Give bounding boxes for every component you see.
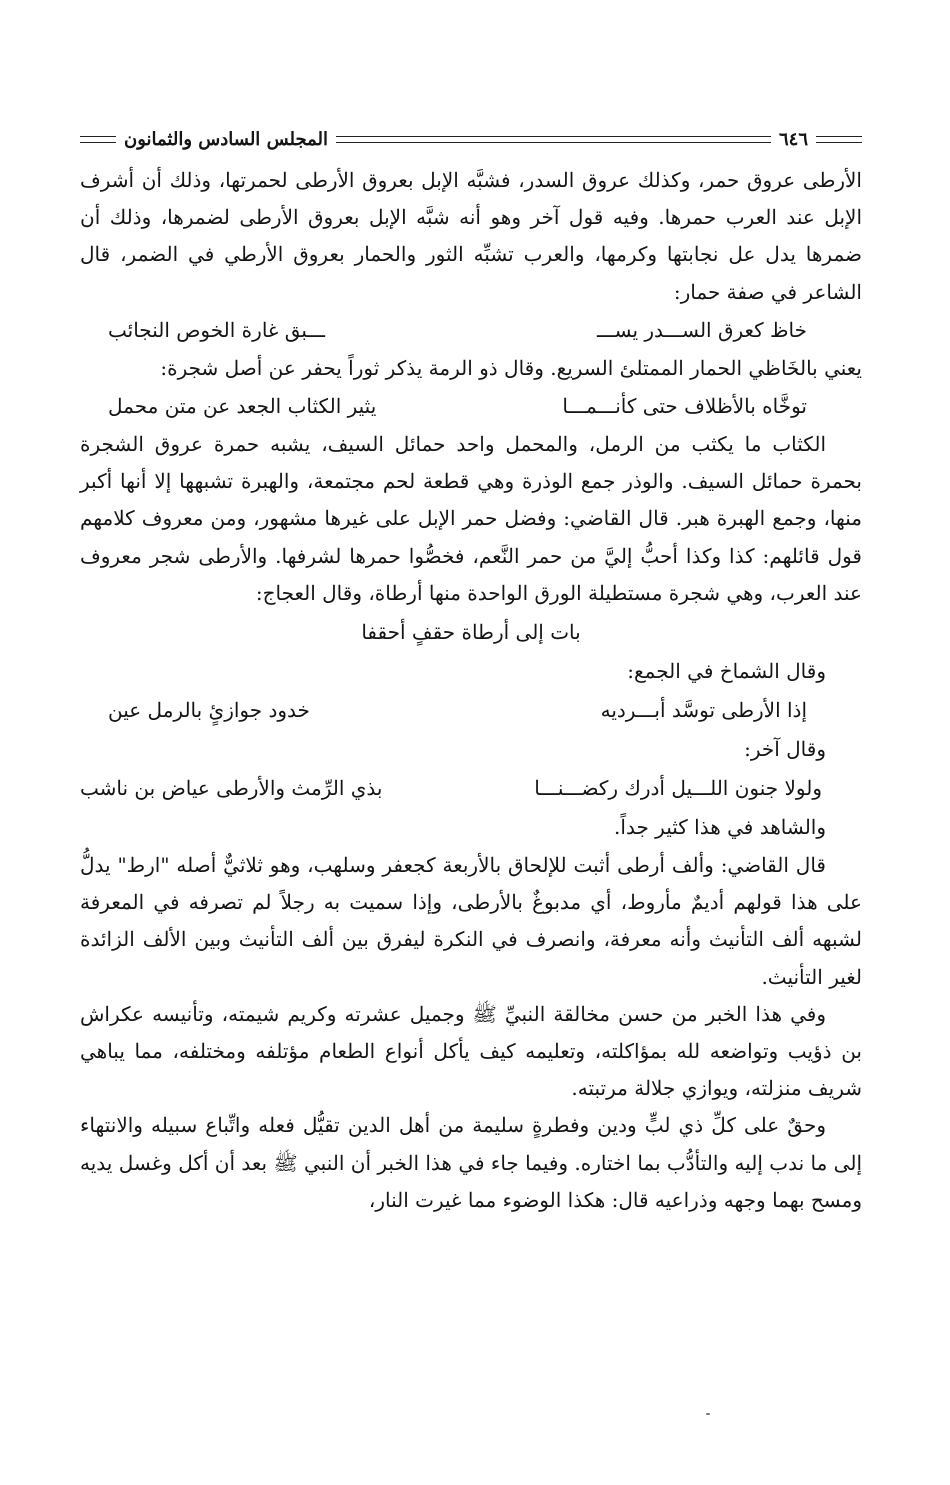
verse-second-hemistich: ـــبق غارة الخوص النجائب [108, 317, 326, 342]
paragraph: والشاهد في هذا كثير جداً. [614, 815, 826, 840]
scan-speck [706, 1413, 710, 1415]
header-rule-right [816, 136, 862, 143]
poetry-verse [80, 311, 862, 350]
paragraph: وفي هذا الخبر من حسن مخالقة النبيِّ ﷺ وجميل عشرته وكريم شيمته، وتأنيسه عكراش بن ذؤيب وتواضعه لله بمؤاكلته، وتعليمه كيف يأكل أنواع الطعام مؤتلفه ومختلفه، مما يباهي شريف منزلته، ويوازي جلالة مرتبته. [80, 1001, 862, 1101]
paragraph: قال القاضي: وألف أرطى أثبت للإلحاق بالأربعة كجعفر وسلهب، وهو ثلاثيٌّ أصله "ارط" يدلُّ على هذا قولهم أديمٌ مأروط، أي مدبوغٌ بالأرطى، وإذا سميت به رجلاً لم تصرفه في المعرفة لشبهه ألف التأنيث وأنه معرفة، وانصرف في النكرة ليفرق بين ألف التأنيث وبين الألف الزائدة لغير التأنيث. [80, 853, 862, 989]
verse-first-hemistich: ولولا جنون اللـــيل أدرك ركضـــنـــا [534, 776, 822, 801]
verse-first-hemistich: توخَّاه بالأظلاف حتى كأنـــمـــا [562, 394, 807, 419]
poetry-verse [80, 387, 862, 426]
page-header [80, 122, 862, 156]
poetry-verse [80, 691, 862, 730]
page-number: ٦٤٦ [778, 128, 808, 150]
paragraph: الكثاب ما يكثب من الرمل، والمحمل واحد حمائل السيف، يشبه حمرة عروق الشجرة بحمرة حمائل السيف. والوذر جمع الوذرة وهي قطعة لحم مجتمعة، والهبرة تشبهها إلا أنها أكبر منها، وجمع الهبرة هبر. قال القاضي: وفضل حمر الإبل على غيرها مشهور، ومن معروف كلامهم قول قائلهم: كذا وكذا أحبُّ إليَّ من حمر النَّعم، فخصُّوا حمرها لشرفها. والأرطى شجر معروف عند العرب، وهي شجرة مستطيلة الورق الواحدة منها أرطاة، وقال العجاج: [80, 432, 862, 605]
header-rule-middle [336, 136, 771, 143]
verse-first-hemistich: خاظ كعرق الســـدر يســـ [597, 317, 807, 342]
page-body [80, 162, 862, 1219]
verse-first-hemistich: إذا الأرطى توسَّد أبـــرديه [600, 698, 807, 723]
poetry-line: بات إلى أرطاة حقفٍ أحقفا [361, 620, 581, 645]
verse-second-hemistich: يثير الكثاب الجعد عن متن محمل [108, 394, 377, 419]
paragraph: وقال الشماخ في الجمع: [627, 659, 826, 684]
verse-second-hemistich: بذي الرِّمث والأرطى عياض بن ناشب [80, 776, 383, 801]
paragraph: يعني بالخَاظي الحمار الممتلئ السريع. وقال ذو الرمة يذكر ثوراً يحفر عن أصل شجرة: [160, 355, 862, 380]
running-title: المجلس السادس والثمانون [124, 128, 328, 150]
book-page [80, 122, 862, 1219]
header-rule-left [80, 136, 116, 143]
paragraph: وقال آخر: [744, 737, 826, 762]
verse-second-hemistich: خدود جوازئٍ بالرمل عين [108, 698, 310, 723]
paragraph: وحقٌ على كلِّ ذي لبٍّ ودين وفطرةٍ سليمة من أهل الدين تقيُّل فعله واتِّباع سبيله والانتهاء إلى ما ندب إليه والتأدُّب بما اختاره. وفيما جاء في هذا الخبر أن النبي ﷺ بعد أن أكل وغسل يديه ومسح بهما وجهه وذراعيه قال: هكذا الوضوء مما غيرت النار، [80, 1113, 862, 1212]
poetry-verse [80, 769, 862, 808]
paragraph: الأرطى عروق حمر، وكذلك عروق السدر، فشبَّه الإبل بعروق الأرطى لحمرتها، وذلك أن أشرف الإبل عند العرب حمرها. وفيه قول آخر وهو أنه شبَّه الإبل بعروق الأرطى لضمرها، وذلك أن ضمرها يدل عل نجابتها وكرمها، والعرب تشبِّه الثور والحمار بعروق الأرطي في الضمر، قال الشاعر في صفة حمار: [80, 168, 862, 304]
